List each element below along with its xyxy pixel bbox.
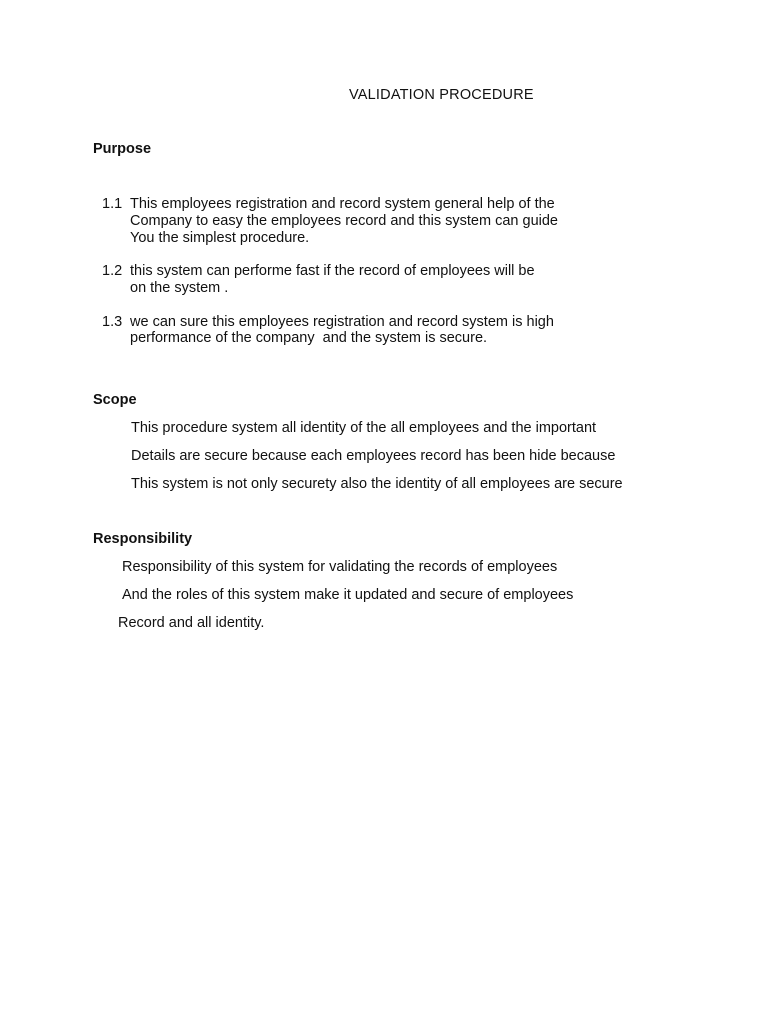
scope-heading: Scope <box>93 392 137 408</box>
responsibility-line: Responsibility of this system for validating the records of employees <box>122 559 558 575</box>
document-title: VALIDATION PROCEDURE <box>349 87 534 103</box>
scope-line: This procedure system all identity of the all employees and the important <box>131 420 597 436</box>
purpose-item-line: we can sure this employees registration and record system is high <box>130 314 554 330</box>
purpose-item-line: on the system . <box>130 280 229 296</box>
purpose-heading: Purpose <box>93 141 152 157</box>
purpose-item-line: This employees registration and record system general help of the <box>130 196 555 212</box>
scope-line: Details are secure because each employees record has been hide because <box>131 448 616 464</box>
responsibility-line: Record and all identity. <box>118 615 265 631</box>
purpose-item-line: this system can performe fast if the record of employees will be <box>130 263 535 279</box>
responsibility-line: And the roles of this system make it updated and secure of employees <box>122 587 574 603</box>
scope-line: This system is not only securety also the identity of all employees are secure <box>131 476 623 492</box>
purpose-item-number: 1.2 <box>102 263 123 279</box>
purpose-item-number: 1.3 <box>102 314 123 330</box>
purpose-item-line: You the simplest procedure. <box>130 230 310 246</box>
purpose-item-line: Company to easy the employees record and this system can guide <box>130 213 558 229</box>
purpose-item-line: performance of the company and the system is secure. <box>130 330 488 346</box>
purpose-item-number: 1.1 <box>102 196 123 212</box>
responsibility-heading: Responsibility <box>93 531 193 547</box>
